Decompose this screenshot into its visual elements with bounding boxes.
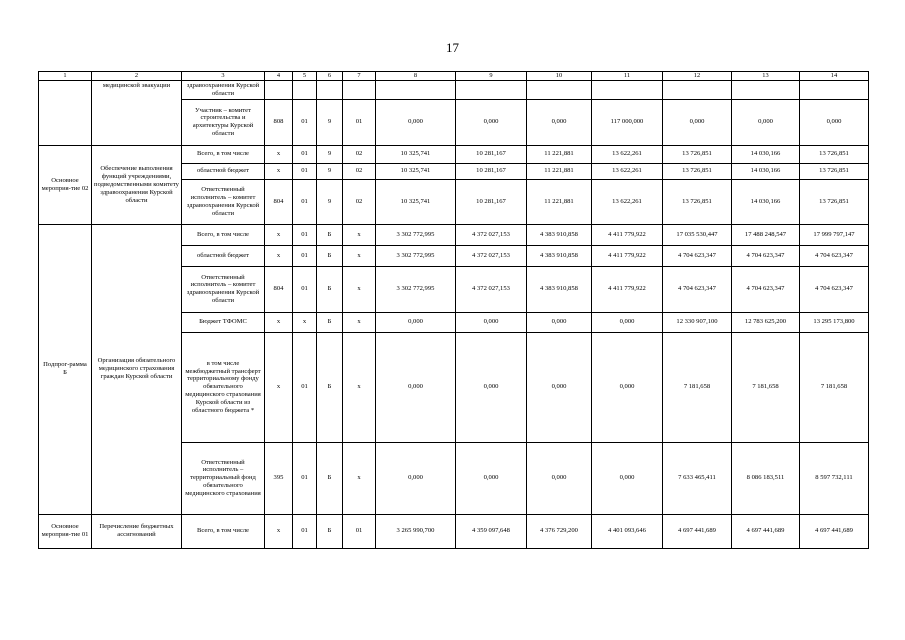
value-cell: 02 bbox=[343, 179, 376, 224]
value-cell: 4 401 093,646 bbox=[592, 514, 663, 548]
value-cell: 808 bbox=[265, 99, 293, 145]
value-cell: 4 411 779,922 bbox=[592, 245, 663, 266]
value-cell: 0,000 bbox=[527, 442, 592, 514]
table-row bbox=[39, 145, 869, 163]
value-cell: 01 bbox=[293, 245, 317, 266]
value-cell: 117 000,000 bbox=[592, 99, 663, 145]
value-cell: 14 030,166 bbox=[732, 179, 800, 224]
block-a-description: медицинской эвакуации bbox=[92, 81, 182, 146]
value-cell: 804 bbox=[265, 266, 293, 312]
value-cell: 13 726,851 bbox=[800, 179, 869, 224]
value-cell: 4 704 623,347 bbox=[732, 266, 800, 312]
value-cell: 3 302 772,995 bbox=[376, 224, 456, 245]
value-cell: 0,000 bbox=[800, 99, 869, 145]
value-cell: 01 bbox=[343, 99, 376, 145]
value-cell: 01 bbox=[293, 179, 317, 224]
value-cell: 01 bbox=[293, 332, 317, 442]
value-cell: 12 783 625,200 bbox=[732, 312, 800, 332]
source-cell: Ответственный исполнитель – комитет здравоохранения Курской области bbox=[182, 266, 265, 312]
value-cell: 14 030,166 bbox=[732, 163, 800, 179]
value-cell: х bbox=[343, 245, 376, 266]
value-cell: 13 726,851 bbox=[800, 145, 869, 163]
value-cell: 01 bbox=[293, 442, 317, 514]
table-row bbox=[39, 514, 869, 548]
value-cell: 01 bbox=[293, 266, 317, 312]
value-cell: 17 488 248,547 bbox=[732, 224, 800, 245]
value-cell: Б bbox=[317, 332, 343, 442]
value-cell: 4 704 623,347 bbox=[800, 245, 869, 266]
block-d-description: Перечисление бюджетных ассигнований bbox=[92, 514, 182, 548]
value-cell: Б bbox=[317, 514, 343, 548]
header-cell: 3 bbox=[182, 72, 265, 81]
header-cell: 14 bbox=[800, 72, 869, 81]
header-cell: 2 bbox=[92, 72, 182, 81]
header-cell: 1 bbox=[39, 72, 92, 81]
table-row bbox=[39, 81, 869, 100]
value-cell: 7 181,658 bbox=[663, 332, 732, 442]
value-cell: 01 bbox=[293, 163, 317, 179]
value-cell: 14 030,166 bbox=[732, 145, 800, 163]
block-a-col1-cell bbox=[39, 81, 92, 146]
value-cell: 3 265 990,700 bbox=[376, 514, 456, 548]
value-cell: 4 383 910,858 bbox=[527, 224, 592, 245]
value-cell: 4 372 027,153 bbox=[456, 266, 527, 312]
value-cell: 4 697 441,689 bbox=[732, 514, 800, 548]
value-cell: 10 325,741 bbox=[376, 163, 456, 179]
value-cell: 3 302 772,995 bbox=[376, 266, 456, 312]
value-cell: 13 726,851 bbox=[663, 163, 732, 179]
value-cell: 4 411 779,922 bbox=[592, 224, 663, 245]
header-cell: 12 bbox=[663, 72, 732, 81]
value-cell: 4 372 027,153 bbox=[456, 245, 527, 266]
header-cell: 11 bbox=[592, 72, 663, 81]
header-row bbox=[39, 72, 869, 81]
value-cell: 9 bbox=[317, 179, 343, 224]
value-cell: 4 376 729,200 bbox=[527, 514, 592, 548]
value-cell: 7 181,658 bbox=[800, 332, 869, 442]
value-cell: 10 281,167 bbox=[456, 145, 527, 163]
value-cell: 13 726,851 bbox=[800, 163, 869, 179]
value-cell: 0,000 bbox=[592, 442, 663, 514]
value-cell: 4 704 623,347 bbox=[663, 266, 732, 312]
value-cell: х bbox=[343, 224, 376, 245]
value-cell: 13 622,261 bbox=[592, 179, 663, 224]
value-cell: 12 330 907,100 bbox=[663, 312, 732, 332]
value-cell: х bbox=[293, 312, 317, 332]
value-cell: 0,000 bbox=[663, 99, 732, 145]
value-cell: Б bbox=[317, 245, 343, 266]
value-cell: х bbox=[265, 224, 293, 245]
header-cell: 7 bbox=[343, 72, 376, 81]
value-cell: 4 704 623,347 bbox=[800, 266, 869, 312]
value-cell: х bbox=[265, 145, 293, 163]
value-cell: 4 697 441,689 bbox=[663, 514, 732, 548]
value-cell: 9 bbox=[317, 163, 343, 179]
value-cell: 0,000 bbox=[376, 99, 456, 145]
page-number: 17 bbox=[446, 40, 459, 55]
header-cell: 8 bbox=[376, 72, 456, 81]
value-cell: 0,000 bbox=[376, 442, 456, 514]
value-cell: 4 383 910,858 bbox=[527, 245, 592, 266]
value-cell: 7 181,658 bbox=[732, 332, 800, 442]
value-cell: 0,000 bbox=[456, 312, 527, 332]
value-cell: 0,000 bbox=[456, 332, 527, 442]
value-cell: х bbox=[343, 332, 376, 442]
value-cell: 17 035 530,447 bbox=[663, 224, 732, 245]
source-cell: здравоохранения Курской области bbox=[182, 81, 265, 100]
source-cell: Бюджет ТФОМС bbox=[182, 312, 265, 332]
table-row bbox=[39, 224, 869, 245]
value-cell: 0,000 bbox=[456, 99, 527, 145]
value-cell: 0,000 bbox=[732, 99, 800, 145]
value-cell: 11 221,881 bbox=[527, 145, 592, 163]
block-b-event-label: Основное мероприя-тие 02 bbox=[39, 145, 92, 224]
source-cell: областной бюджет bbox=[182, 163, 265, 179]
source-cell: областной бюджет bbox=[182, 245, 265, 266]
value-cell: 4 704 623,347 bbox=[663, 245, 732, 266]
value-cell: 395 bbox=[265, 442, 293, 514]
value-cell: 11 221,881 bbox=[527, 163, 592, 179]
value-cell: 01 bbox=[293, 145, 317, 163]
value-cell: 10 325,741 bbox=[376, 179, 456, 224]
value-cell: 8 086 183,511 bbox=[732, 442, 800, 514]
value-cell: 13 726,851 bbox=[663, 179, 732, 224]
value-cell: 4 704 623,347 bbox=[732, 245, 800, 266]
value-cell: х bbox=[343, 442, 376, 514]
value-cell: 0,000 bbox=[527, 312, 592, 332]
source-cell: Всего, в том числе bbox=[182, 145, 265, 163]
value-cell: 7 633 465,411 bbox=[663, 442, 732, 514]
value-cell: 9 bbox=[317, 145, 343, 163]
value-cell: 02 bbox=[343, 145, 376, 163]
value-cell: 01 bbox=[343, 514, 376, 548]
value-cell: 01 bbox=[293, 224, 317, 245]
value-cell: х bbox=[265, 312, 293, 332]
value-cell: х bbox=[265, 514, 293, 548]
header-cell: 6 bbox=[317, 72, 343, 81]
value-cell: 3 302 772,995 bbox=[376, 245, 456, 266]
block-d-event-label: Основное мероприя-тие 01 bbox=[39, 514, 92, 548]
header-cell: 13 bbox=[732, 72, 800, 81]
value-cell: 8 597 732,111 bbox=[800, 442, 869, 514]
value-cell: 10 325,741 bbox=[376, 145, 456, 163]
value-cell: 11 221,881 bbox=[527, 179, 592, 224]
value-cell: 17 999 797,147 bbox=[800, 224, 869, 245]
value-cell: 13 295 173,800 bbox=[800, 312, 869, 332]
value-cell: 0,000 bbox=[376, 332, 456, 442]
value-cell: 4 372 027,153 bbox=[456, 224, 527, 245]
value-cell: 0,000 bbox=[592, 312, 663, 332]
block-c-subprogram-label: Подпрог-рамма Б bbox=[39, 224, 92, 514]
value-cell: 13 726,851 bbox=[663, 145, 732, 163]
budget-table bbox=[38, 71, 869, 549]
source-cell: Всего, в том числе bbox=[182, 514, 265, 548]
value-cell: 4 359 097,648 bbox=[456, 514, 527, 548]
value-cell: 0,000 bbox=[376, 312, 456, 332]
value-cell: 10 281,167 bbox=[456, 179, 527, 224]
value-cell: 804 bbox=[265, 179, 293, 224]
source-cell: Ответственный исполнитель – территориальный фонд обязательного медицинского страхования bbox=[182, 442, 265, 514]
value-cell: 0,000 bbox=[527, 99, 592, 145]
value-cell: 0,000 bbox=[527, 332, 592, 442]
value-cell: 02 bbox=[343, 163, 376, 179]
value-cell: 0,000 bbox=[592, 332, 663, 442]
header-cell: 9 bbox=[456, 72, 527, 81]
value-cell: Б bbox=[317, 312, 343, 332]
value-cell: 0,000 bbox=[456, 442, 527, 514]
value-cell: 4 411 779,922 bbox=[592, 266, 663, 312]
value-cell: 4 697 441,689 bbox=[800, 514, 869, 548]
value-cell: Б bbox=[317, 224, 343, 245]
value-cell: х bbox=[265, 332, 293, 442]
source-cell: Ответственный исполнитель – комитет здравоохранения Курской области bbox=[182, 179, 265, 224]
block-c-description: Организация обязательного медицинского страхования граждан Курской области bbox=[92, 224, 182, 514]
value-cell: х bbox=[265, 163, 293, 179]
value-cell: 9 bbox=[317, 99, 343, 145]
value-cell: х bbox=[265, 245, 293, 266]
value-cell: Б bbox=[317, 442, 343, 514]
header-cell: 5 bbox=[293, 72, 317, 81]
source-cell: Всего, в том числе bbox=[182, 224, 265, 245]
value-cell: 10 281,167 bbox=[456, 163, 527, 179]
value-cell: 13 622,261 bbox=[592, 145, 663, 163]
header-cell: 4 bbox=[265, 72, 293, 81]
header-cell: 10 bbox=[527, 72, 592, 81]
source-cell: Участник – комитет строительства и архитектуры Курской области bbox=[182, 99, 265, 145]
block-b-description: Обеспечение выполнения функций учреждениями, подведомственными комитету здравоохранения Курской области bbox=[92, 145, 182, 224]
value-cell: 4 383 910,858 bbox=[527, 266, 592, 312]
value-cell: 13 622,261 bbox=[592, 163, 663, 179]
value-cell: х bbox=[343, 266, 376, 312]
value-cell: Б bbox=[317, 266, 343, 312]
value-cell: 01 bbox=[293, 514, 317, 548]
value-cell: х bbox=[343, 312, 376, 332]
source-cell: в том числе межбюджетный трансферт территориальному фонду обязательного медицинского страхования Курской области из областного бюджета * bbox=[182, 332, 265, 442]
value-cell: 01 bbox=[293, 99, 317, 145]
